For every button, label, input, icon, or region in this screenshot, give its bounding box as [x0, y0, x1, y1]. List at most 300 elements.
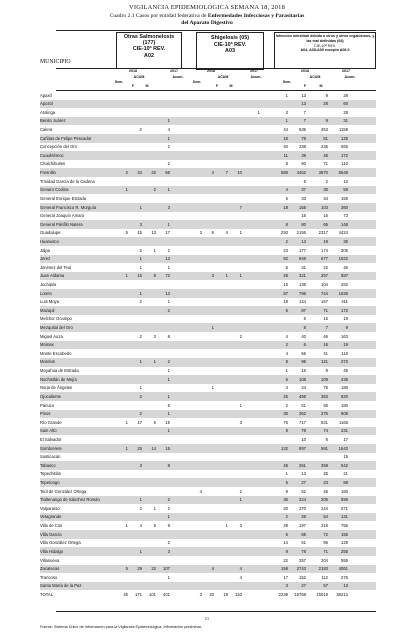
cell-value: 7: [225, 170, 228, 176]
cell-value: 60: [343, 101, 348, 107]
table-row: [40, 315, 376, 324]
municipio-name: Moyahua de Estrada: [40, 368, 79, 374]
cell-value: 4: [211, 170, 214, 176]
table-row: [40, 530, 376, 539]
cell-value: 15: [137, 273, 142, 279]
cell-value: 108: [299, 376, 306, 382]
cell-value: 33: [301, 195, 306, 201]
cell-value: 2: [167, 540, 170, 546]
municipio-name: Sain Alto: [40, 428, 57, 434]
cell-value: 1: [139, 359, 142, 365]
table-row: [40, 246, 376, 255]
cell-value: 717: [299, 419, 306, 425]
cell-value: 255: [341, 548, 348, 554]
cell-value: 65: [301, 531, 306, 537]
municipio-name: Guadalupe: [40, 230, 61, 236]
cell-value: 2: [285, 342, 288, 348]
municipio-name: Villa González Ortega: [40, 540, 81, 546]
salmonelosis-name: Otras Salmonelosis: [123, 34, 175, 40]
cell-value: 2: [139, 505, 142, 511]
cell-value: 22: [283, 557, 288, 563]
cell-value: 1: [285, 92, 288, 98]
table-row: [40, 108, 376, 117]
cell-value: 174: [321, 247, 328, 253]
cell-value: 2156: [296, 230, 306, 236]
cell-value: 74: [323, 428, 328, 434]
cell-value: 1: [139, 256, 142, 262]
cell-value: 3: [199, 230, 202, 236]
table-row: [40, 100, 376, 109]
cell-value: 75: [283, 419, 288, 425]
cell-value: 73: [343, 213, 348, 219]
m-g3: M: [319, 84, 323, 88]
f-g2: F: [215, 84, 219, 88]
municipio-name: Vetagrande: [40, 514, 62, 520]
cell-value: 160: [341, 488, 348, 494]
cell-value: 2: [139, 393, 142, 399]
municipio-name: Sombrerete: [40, 445, 62, 451]
cell-value: 1: [139, 548, 142, 554]
table-row: [40, 280, 376, 289]
cell-value: 180: [341, 402, 348, 408]
municipio-name: Huanusco: [40, 238, 59, 244]
table-row: [40, 306, 376, 315]
cell-value: 2: [167, 497, 170, 503]
table-caption: [0, 13, 414, 27]
table-row: [40, 410, 376, 419]
cell-value: 17: [137, 419, 142, 425]
cell-value: 17: [343, 436, 348, 442]
cell-value: 19: [283, 299, 288, 305]
cell-value: 9: [285, 548, 288, 554]
f-g1: F: [131, 84, 135, 88]
table-row: [40, 358, 376, 367]
table-row: [40, 444, 376, 453]
municipio-name: El Salvador: [40, 436, 62, 442]
municipio-name: Melchor Ocampo: [40, 316, 72, 322]
cell-value: 1: [139, 497, 142, 503]
source-italic: Información preliminar.: [163, 625, 202, 629]
cell-value: 321: [299, 273, 306, 279]
table-row: [40, 168, 376, 177]
cell-value: 1: [167, 221, 170, 227]
cell-value: 112: [321, 574, 328, 580]
cell-value: 10: [301, 436, 306, 442]
cell-value: 2: [139, 333, 142, 339]
cell-value: 95: [323, 540, 328, 546]
cell-value: 13: [151, 230, 156, 236]
cell-value: 5: [167, 402, 170, 408]
cell-value: 808: [341, 411, 348, 417]
cell-value: 1: [285, 471, 288, 477]
cell-value: 591: [321, 445, 328, 451]
cell-value: 596: [341, 497, 348, 503]
cell-value: 6: [153, 419, 156, 425]
acum-short-g1: Acum.: [172, 75, 184, 79]
table-row: [40, 220, 376, 229]
cell-value: 125: [341, 135, 348, 141]
municipio-name: Río Grande: [40, 419, 62, 425]
cell-value: 6: [285, 531, 288, 537]
cell-value: 1: [167, 376, 170, 382]
cell-value: 258: [321, 462, 328, 468]
cell-value: 18: [283, 204, 288, 210]
cell-value: 158: [281, 566, 288, 572]
cell-value: 1: [167, 411, 170, 417]
shigelosis-name: Shigelosis (05): [210, 35, 250, 41]
infeccion-cie: A04, A08-A09 excepto A08.0: [300, 48, 350, 53]
cell-value: 1636: [338, 290, 348, 296]
cell-value: 282: [341, 282, 348, 287]
cell-value: 144: [299, 299, 306, 305]
municipio-name: Mazapil: [40, 307, 55, 313]
cell-value: 1: [211, 385, 214, 391]
cell-value: 4: [167, 127, 170, 133]
municipio-name: Tlaltenango de Sánchez Román: [40, 497, 100, 503]
cell-value: 87: [301, 307, 306, 313]
cell-value: 677: [321, 256, 328, 262]
table-row: [40, 341, 376, 350]
cell-value: 1: [139, 290, 142, 296]
cell-value: 1: [125, 523, 128, 529]
cell-value: 1: [167, 264, 170, 270]
cell-value: 30: [283, 411, 288, 417]
cell-value: 353: [321, 393, 328, 399]
cell-value: 565: [341, 144, 348, 150]
table-row: [40, 435, 376, 444]
municipio-name: Susticacán: [40, 454, 61, 460]
cell-value: 155: [341, 531, 348, 537]
total-row: [40, 590, 376, 599]
cell-value: 2: [285, 402, 288, 408]
cell-value: 15019: [316, 591, 328, 597]
cell-value: 204: [321, 557, 328, 563]
cell-value: 6: [303, 342, 306, 348]
cell-value: 4: [285, 385, 288, 391]
acum-short-g2: Acum.: [250, 75, 262, 79]
municipio-name: General Francisco R. Murguía: [40, 204, 97, 210]
municipio-name: Momax: [40, 342, 54, 348]
cell-value: 34: [137, 170, 142, 176]
cell-value: 3: [211, 273, 214, 279]
cell-value: 2: [139, 127, 142, 133]
cell-value: 104: [321, 282, 328, 287]
cell-value: 555: [341, 557, 348, 563]
cell-value: 224: [299, 497, 306, 503]
cell-value: 3: [285, 109, 288, 115]
cell-value: 92: [283, 256, 288, 262]
cell-value: 28: [343, 109, 348, 115]
cell-value: 9: [325, 92, 328, 98]
municipio-name: General Pánfilo Natera: [40, 221, 83, 227]
cell-value: 587: [341, 273, 348, 279]
cell-value: 49: [283, 523, 288, 529]
municipio-name: Monte Escobedo: [40, 350, 72, 356]
cell-value: 1: [167, 135, 170, 141]
cell-value: 5: [125, 230, 128, 236]
cell-value: 3: [167, 204, 170, 210]
year-g1-a: 2018: [129, 69, 137, 73]
municipio-name: Jerez: [40, 256, 51, 262]
table-row: [40, 573, 376, 582]
cell-value: 2317: [318, 230, 328, 236]
cell-value: 1: [153, 505, 156, 511]
cell-value: 19: [343, 342, 348, 348]
cell-value: 65: [323, 221, 328, 227]
table-row: [40, 272, 376, 281]
cell-value: 180: [341, 385, 348, 391]
cell-value: 26: [301, 514, 306, 520]
cell-value: 172: [341, 152, 348, 158]
municipio-name: Tepetongo: [40, 480, 60, 486]
cell-value: 20: [209, 591, 214, 597]
municipio-name: Zacatecas: [40, 566, 60, 572]
table-row: [40, 453, 376, 462]
year-g3-a: 2018: [301, 69, 309, 73]
municipio-name: Morelos: [40, 359, 55, 365]
cell-value: 4: [225, 230, 228, 236]
cell-value: 23: [283, 247, 288, 253]
cell-value: 435: [341, 376, 348, 382]
cell-value: 4: [239, 566, 242, 572]
table-row: [40, 349, 376, 358]
cell-value: 1: [211, 325, 214, 331]
cell-value: 305: [341, 247, 348, 253]
cell-value: 1: [239, 230, 242, 236]
cell-value: 40: [283, 144, 288, 150]
cell-value: 6: [303, 316, 306, 322]
cell-value: 87: [283, 290, 288, 296]
cell-value: 4: [211, 566, 214, 572]
cell-value: 46: [323, 488, 328, 494]
table-row: [40, 263, 376, 272]
cell-value: 13: [165, 290, 170, 296]
m-g2: M: [229, 84, 233, 88]
cell-value: 71: [323, 307, 328, 313]
cell-value: 272: [341, 359, 348, 365]
municipio-name: Chalchihuites: [40, 161, 66, 167]
cell-value: 1: [167, 299, 170, 305]
cell-value: 5: [285, 195, 288, 201]
infeccion-name: Infección intestinal debida a virus y otros organismos, y las mal definidas (08): [275, 34, 375, 43]
cell-value: 15: [137, 230, 142, 236]
cell-value: 1: [239, 402, 242, 408]
table-row: [40, 186, 376, 195]
table-row: [40, 177, 376, 186]
table-row: [40, 401, 376, 410]
salmonelosis-code: (177): [142, 40, 156, 47]
cell-value: 172: [341, 307, 348, 313]
cell-value: 110: [341, 161, 348, 167]
cell-value: 13: [301, 238, 306, 244]
cell-value: 6: [285, 307, 288, 313]
salmonelosis-cie: A02: [144, 52, 154, 59]
cell-value: 744: [321, 290, 328, 296]
table-row: [40, 565, 376, 574]
cell-value: 56: [301, 350, 306, 356]
table-row: [40, 194, 376, 203]
cell-value: 17: [165, 230, 170, 236]
cell-value: 2: [285, 238, 288, 244]
cell-value: 2: [167, 144, 170, 150]
cell-value: 46: [323, 152, 328, 158]
cell-value: 2: [285, 514, 288, 520]
municipio-name: Trancoso: [40, 574, 58, 580]
cell-value: 22: [151, 566, 156, 572]
cell-value: 3: [285, 583, 288, 589]
year-g2-a: 2018: [207, 69, 215, 73]
municipio-name: Benito Juárez: [40, 118, 66, 124]
table-row: [40, 237, 376, 246]
cell-value: 946: [299, 256, 306, 262]
cell-value: 6: [211, 230, 214, 236]
cell-value: 107: [163, 566, 170, 572]
cell-value: 15: [283, 282, 288, 287]
cell-value: 72: [323, 531, 328, 537]
table-row: [40, 496, 376, 505]
source-text: Fuente: Sistema Único de Información para la Vigilancia Epidemiológica.: [40, 625, 164, 629]
cell-value: 28: [283, 273, 288, 279]
caption-label: Cuadro 2.1: [109, 13, 135, 19]
municipio-name: General Enrique Estrada: [40, 195, 87, 201]
municipio-name: Tabasco: [40, 462, 56, 468]
cell-value: 257: [299, 557, 306, 563]
cell-value: 8: [153, 273, 156, 279]
cell-value: 13: [301, 92, 306, 98]
cell-value: 8: [167, 462, 170, 468]
municipio-name: Atolinga: [40, 109, 56, 115]
cell-value: 4: [139, 523, 142, 529]
report-title: VIGILANCIA EPIDEMIOLÓGICA SEMANA 18, 2018: [128, 4, 286, 11]
cell-value: 2: [167, 307, 170, 313]
cell-value: 7: [239, 204, 242, 210]
cell-value: 8: [285, 161, 288, 167]
cell-value: 257: [321, 273, 328, 279]
cell-value: 60: [301, 161, 306, 167]
municipio-name: Loreto: [40, 290, 52, 296]
cell-value: 2: [239, 333, 242, 339]
municipio-name: Cuauhtémoc: [40, 152, 64, 158]
cell-value: 152: [299, 574, 306, 580]
table-row: [40, 203, 376, 212]
cell-value: 4: [239, 574, 242, 580]
table-row: [40, 521, 376, 530]
cell-value: 39: [301, 152, 306, 158]
table-row: [40, 255, 376, 264]
cell-value: 1: [239, 273, 242, 279]
municipio-name: Apozol: [40, 101, 53, 107]
cell-value: 2: [139, 411, 142, 417]
cell-value: 79: [301, 135, 306, 141]
cell-value: 13: [165, 256, 170, 262]
municipio-name: Juan Aldama: [40, 273, 65, 279]
cell-value: 29: [137, 566, 142, 572]
cell-value: 1: [257, 109, 260, 115]
cell-value: 756: [341, 523, 348, 529]
source-note: [40, 625, 202, 629]
municipio-name: Calera: [40, 127, 53, 133]
cell-value: 4: [285, 187, 288, 193]
cell-value: 362: [299, 411, 306, 417]
cell-value: 9: [325, 118, 328, 124]
table-row: [40, 556, 376, 565]
cell-value: 3: [139, 221, 142, 227]
municipio-name: Noria de Ángeles: [40, 385, 73, 391]
municipio-name: Tepechitlán: [40, 471, 62, 477]
top-rule: [56, 30, 376, 31]
table-row: [40, 151, 376, 160]
cell-value: 88: [343, 480, 348, 486]
table-row: [40, 427, 376, 436]
municipio-name: Villanueva: [40, 557, 60, 563]
cell-value: 46: [343, 368, 348, 374]
table-row: [40, 539, 376, 548]
cell-value: 36: [283, 497, 288, 503]
cell-value: 80: [301, 221, 306, 227]
municipio-name: Luis Moya: [40, 299, 60, 305]
cell-value: 8: [167, 333, 170, 339]
cell-value: 15: [323, 316, 328, 322]
cell-value: 531: [321, 419, 328, 425]
table-row: [40, 160, 376, 169]
table-row: [40, 134, 376, 143]
cell-value: 35: [343, 238, 348, 244]
cell-value: 7: [303, 118, 306, 124]
cell-value: 2: [153, 187, 156, 193]
cell-value: 1166: [338, 419, 348, 425]
cell-value: 78: [301, 548, 306, 554]
cell-value: 7: [303, 109, 306, 115]
municipio-name: Apaxtl: [40, 92, 52, 98]
cell-value: 13: [301, 471, 306, 477]
cell-value: 148: [341, 221, 348, 227]
cell-value: 8: [303, 325, 306, 331]
cell-value: 820: [341, 393, 348, 399]
cell-value: 796: [299, 290, 306, 296]
cell-value: 75: [323, 385, 328, 391]
cell-value: 5: [303, 178, 306, 184]
cell-value: 2: [167, 161, 170, 167]
cell-value: 542: [341, 462, 348, 468]
cell-value: 81: [323, 135, 328, 141]
cell-value: 72: [165, 273, 170, 279]
cell-value: 1: [139, 204, 142, 210]
caption-bold: Enfermedades Infecciosas y Parasitarias: [207, 13, 305, 19]
cell-value: 6548: [338, 170, 348, 176]
cell-value: 19: [323, 238, 328, 244]
cell-value: 38214: [336, 591, 348, 597]
cell-value: 16: [323, 342, 328, 348]
cell-value: 1159: [338, 127, 348, 133]
cell-value: 167: [321, 299, 328, 305]
cell-value: 231: [341, 428, 348, 434]
cell-value: 1: [167, 574, 170, 580]
cell-value: 3: [153, 333, 156, 339]
cell-value: 456: [299, 393, 306, 399]
cell-value: 26: [283, 393, 288, 399]
cell-value: 1: [239, 497, 242, 503]
cell-value: 177: [299, 247, 306, 253]
table-row: [40, 298, 376, 307]
cell-value: 44: [301, 385, 306, 391]
cell-value: 1: [167, 187, 170, 193]
cell-value: 1: [167, 428, 170, 434]
cell-value: 1: [167, 514, 170, 520]
cell-value: 56: [323, 402, 328, 408]
infeccion-rev: CIE-10ª REV.: [313, 43, 337, 48]
cell-value: 103: [321, 204, 328, 210]
cell-value: 153: [235, 591, 242, 597]
